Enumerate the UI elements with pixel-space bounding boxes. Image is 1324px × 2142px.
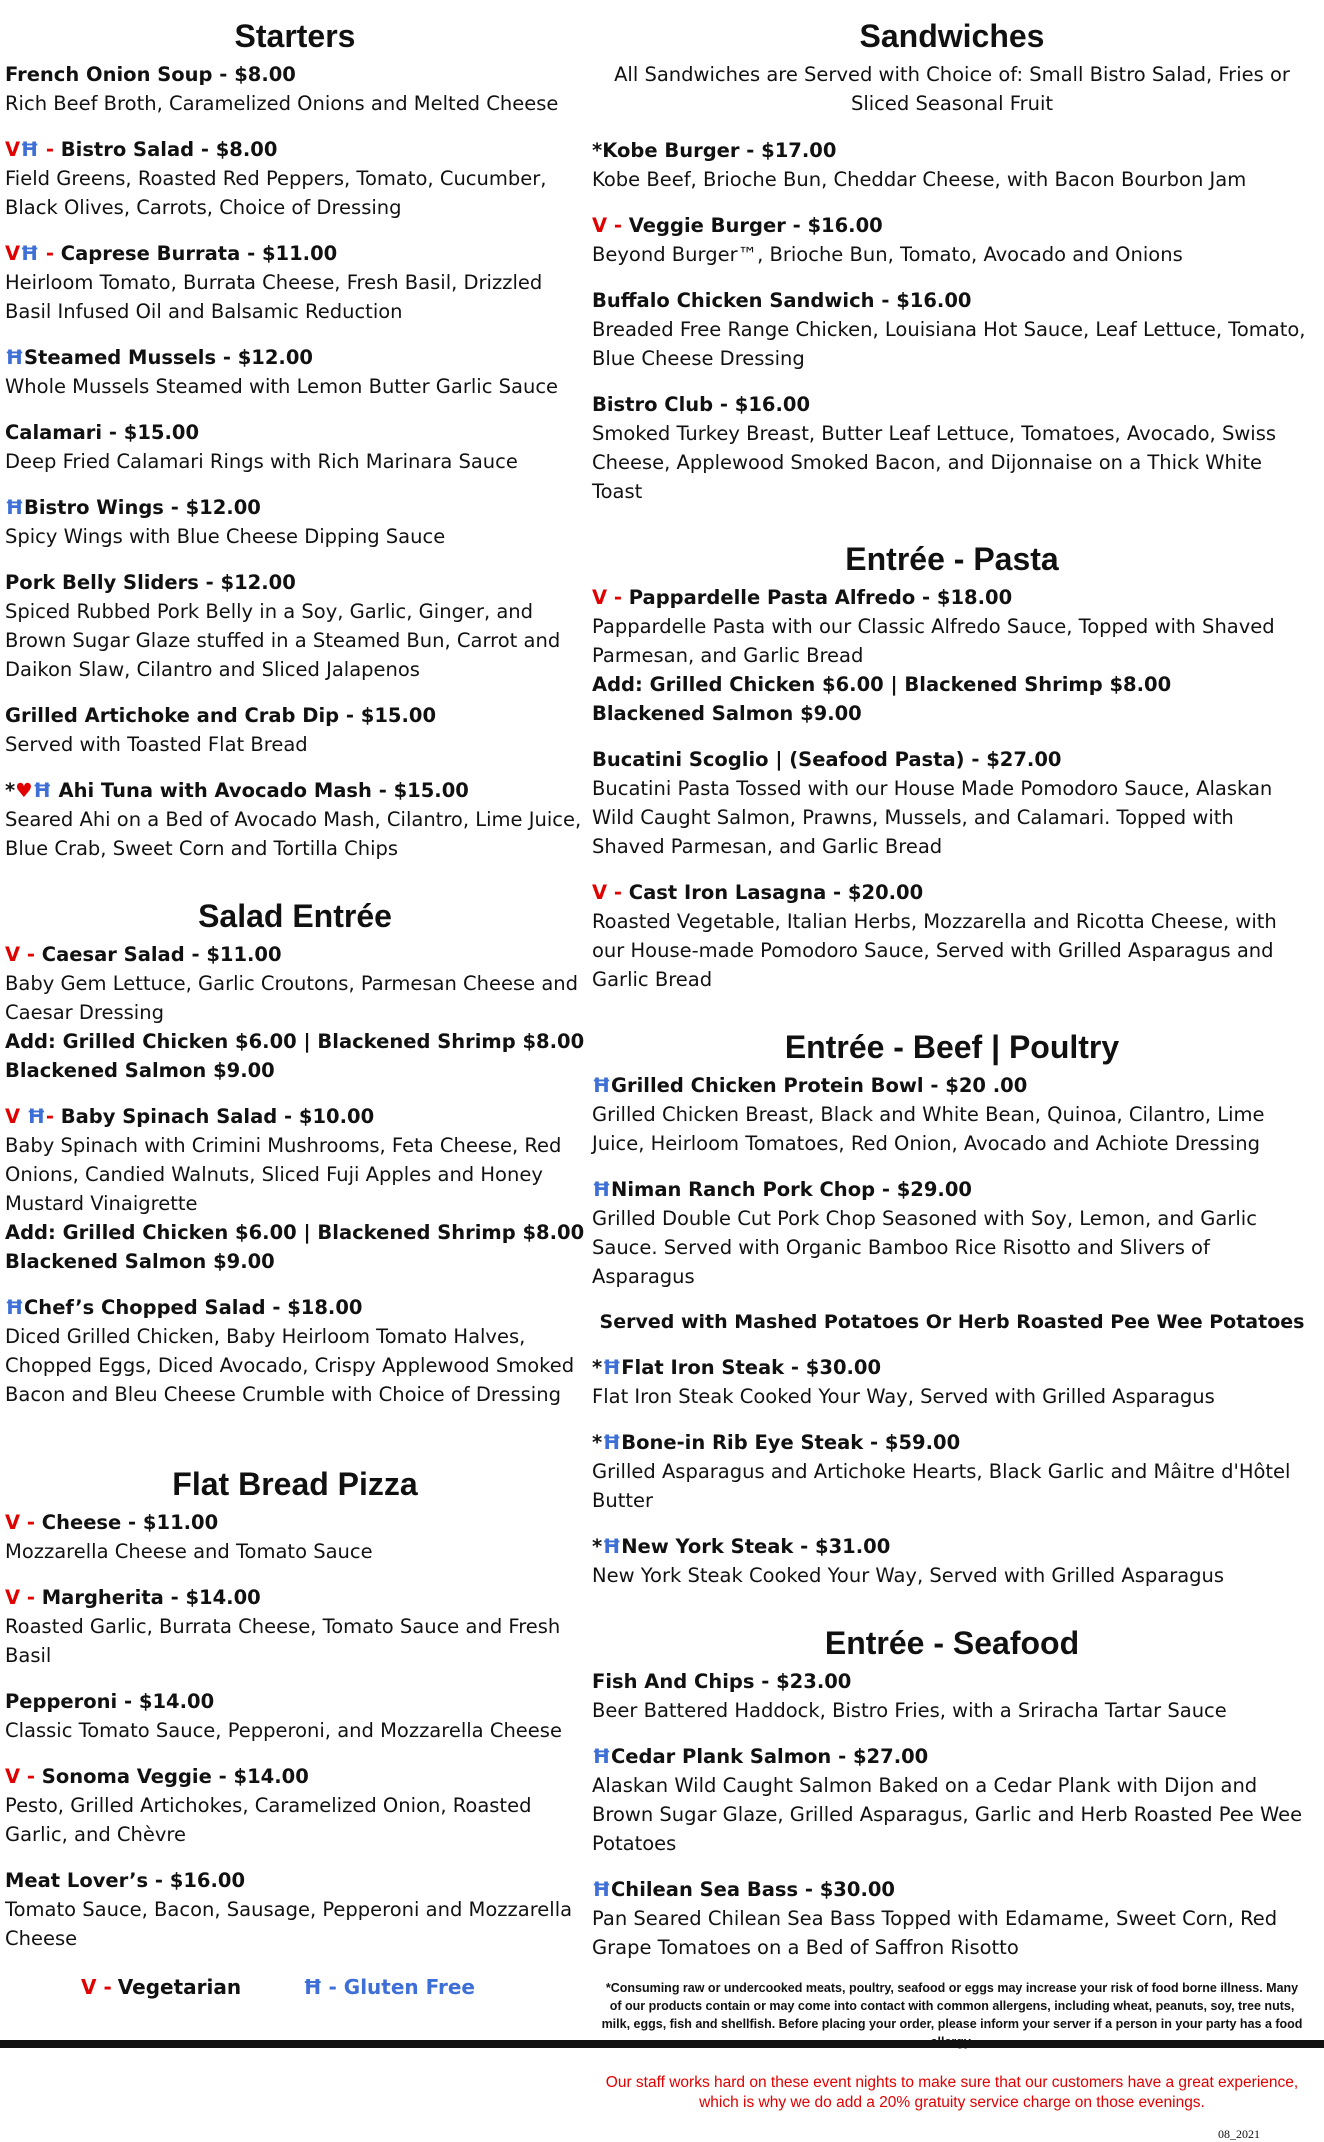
gluten-free-icon: Ħ <box>5 1296 24 1319</box>
menu-item-description: Pan Seared Chilean Sea Bass Topped with Edamame, Sweet Corn, Red Grape Tomatoes on a Bed of Saffron Risotto <box>592 1907 1278 1959</box>
gluten-free-icon: Ħ <box>32 779 52 802</box>
menu-item <box>592 1175 1312 1291</box>
menu-item-header <box>592 286 1312 315</box>
gluten-free-icon: Ħ <box>602 1535 622 1558</box>
menu-item-description: Deep Fried Calamari Rings with Rich Marinara Sauce <box>5 450 518 473</box>
menu-item-name-price: Pork Belly Sliders - $12.00 <box>5 571 296 594</box>
menu-item-name-price: Cedar Plank Salmon - $27.00 <box>611 1745 929 1768</box>
menu-item <box>592 583 1312 728</box>
menu-item-addon: Add: Grilled Chicken $6.00 | Blackened Shrimp $8.00 <box>5 1221 585 1244</box>
menu-item-name-price: Pepperoni - $14.00 <box>5 1690 215 1713</box>
menu-item-name-price: Bistro Salad - $8.00 <box>60 138 278 161</box>
menu-item-description: Spiced Rubbed Pork Belly in a Soy, Garlic, Ginger, and Brown Sugar Glaze stuffed in a Steamed Bun, Carrot and Daikon Slaw, Cilantro and Sliced Jalapenos <box>5 600 561 681</box>
menu-item <box>5 135 585 222</box>
menu-item <box>5 1293 585 1409</box>
menu-item-header <box>592 211 1312 240</box>
item-markers <box>5 779 58 802</box>
gluten-free-icon: Ħ <box>592 1074 611 1097</box>
marker-dash: - <box>45 138 54 161</box>
marker-dash: - <box>26 943 35 966</box>
right-column <box>592 0 1312 2142</box>
menu-item-header <box>5 1508 585 1537</box>
menu-item <box>5 701 585 759</box>
menu-item-description: Classic Tomato Sauce, Pepperoni, and Mozzarella Cheese <box>5 1719 562 1742</box>
menu-item-name-price: Pappardelle Pasta Alfredo - $18.00 <box>628 586 1013 609</box>
menu-item-name-price: Margherita - $14.00 <box>41 1586 261 1609</box>
menu-item <box>5 60 585 118</box>
menu-item-description: Whole Mussels Steamed with Lemon Butter Garlic Sauce <box>5 375 559 398</box>
menu-item <box>5 940 585 1085</box>
vegetarian-icon: V <box>592 881 608 904</box>
gluten-free-icon: Ħ <box>26 1105 46 1128</box>
menu-item-header <box>592 1175 1312 1204</box>
menu-item-description: Diced Grilled Chicken, Baby Heirloom Tomato Halves, Chopped Eggs, Diced Avocado, Crispy Applewood Smoked Bacon and Bleu Cheese Crumble with Choice of Dressing <box>5 1325 575 1406</box>
marker-char <box>622 586 629 609</box>
menu-item-name-price: Flat Iron Steak - $30.00 <box>621 1356 882 1379</box>
item-markers <box>5 943 42 966</box>
menu-item-name-price: Cast Iron Lasagna - $20.00 <box>628 881 924 904</box>
menu-item-header <box>592 1667 1312 1696</box>
menu-item-addon: Add: Grilled Chicken $6.00 | Blackened Shrimp $8.00 <box>592 673 1172 696</box>
menu-item-name-price: Calamari - $15.00 <box>5 421 200 444</box>
vegetarian-icon: V <box>5 138 21 161</box>
marker-char <box>20 1511 27 1534</box>
pizza-list <box>5 1508 585 1953</box>
marker-dash: - <box>613 586 622 609</box>
menu-item <box>5 1102 585 1276</box>
marker-char: * <box>592 1431 603 1454</box>
menu-item-header <box>5 568 585 597</box>
menu-item-description: Baby Gem Lettuce, Garlic Croutons, Parmesan Cheese and Caesar Dressing <box>5 972 579 1024</box>
menu-item-description: Served with Toasted Flat Bread <box>5 733 308 756</box>
marker-char <box>54 1105 61 1128</box>
menu-item-header <box>592 1071 1312 1100</box>
item-markers <box>592 1745 611 1768</box>
marker-char <box>54 242 61 265</box>
menu-item-description: Alaskan Wild Caught Salmon Baked on a Cedar Plank with Dijon and Brown Sugar Glaze, Grilled Asparagus, Garlic and Herb Roasted Pee Wee Potatoes <box>592 1774 1303 1855</box>
menu-item-description: Rich Beef Broth, Caramelized Onions and Melted Cheese <box>5 92 559 115</box>
menu-item-description: New York Steak Cooked Your Way, Served with Grilled Asparagus <box>592 1564 1225 1587</box>
menu-item <box>592 286 1312 373</box>
marker-char: * <box>592 1535 603 1558</box>
menu-item-header <box>592 1742 1312 1771</box>
menu-item-header <box>5 135 585 164</box>
menu-item <box>5 1866 585 1953</box>
item-markers <box>592 1178 611 1201</box>
vegetarian-icon: V <box>5 1511 21 1534</box>
menu-item-name-price: Meat Lover’s - $16.00 <box>5 1869 246 1892</box>
vegetarian-icon: V <box>5 1765 21 1788</box>
left-column <box>5 0 585 1999</box>
menu-item-name-price: Chilean Sea Bass - $30.00 <box>611 1878 895 1901</box>
beef-poultry-title: Entrée - Beef | Poultry <box>784 1029 1120 1065</box>
item-markers <box>592 586 629 609</box>
marker-char <box>54 138 61 161</box>
menu-item-header <box>5 1293 585 1322</box>
menu-item-description: Beer Battered Haddock, Bistro Fries, with a Sriracha Tartar Sauce <box>592 1699 1227 1722</box>
menu-item-description: Field Greens, Roasted Red Peppers, Tomato, Cucumber, Black Olives, Carrots, Choice of Dressing <box>5 167 547 219</box>
item-markers <box>592 1878 611 1901</box>
menu-item-name-price: Ahi Tuna with Avocado Mash - $15.00 <box>58 779 469 802</box>
item-markers <box>5 138 61 161</box>
menu-item <box>5 1762 585 1849</box>
menu-item-name-price: Bistro Club - $16.00 <box>592 393 811 416</box>
menu-item-name-price: Caprese Burrata - $11.00 <box>60 242 338 265</box>
vegetarian-icon: V <box>5 943 21 966</box>
menu-item-header <box>592 1875 1312 1904</box>
menu-item-name-price: New York Steak - $31.00 <box>621 1535 891 1558</box>
menu-item-name-price: Fish And Chips - $23.00 <box>592 1670 852 1693</box>
item-markers <box>5 1105 61 1128</box>
menu-item-addon: Blackened Salmon $9.00 <box>5 1250 275 1273</box>
gluten-free-icon: Ħ <box>20 242 40 265</box>
item-markers <box>592 1074 611 1097</box>
menu-item <box>5 568 585 684</box>
item-markers <box>592 1356 621 1379</box>
menu-item-addon: Blackened Salmon $9.00 <box>592 702 862 725</box>
sandwiches-list <box>592 136 1312 506</box>
menu-item-name-price: Caesar Salad - $11.00 <box>41 943 282 966</box>
beef-list <box>592 1071 1312 1291</box>
menu-item-name-price: Chef’s Chopped Salad - $18.00 <box>24 1296 363 1319</box>
menu-item-header <box>592 1532 1312 1561</box>
sandwiches-subtitle: All Sandwiches are Served with Choice of: Small Bistro Salad, Fries or Sliced Seasonal Fruit <box>614 63 1290 115</box>
gluten-free-icon: Ħ <box>592 1178 611 1201</box>
gluten-free-icon: Ħ <box>5 496 24 519</box>
seafood-title: Entrée - Seafood <box>824 1625 1080 1661</box>
item-markers <box>5 496 24 519</box>
menu-item <box>592 1353 1312 1411</box>
starters-list <box>5 60 585 863</box>
menu-item-name-price: Sonoma Veggie - $14.00 <box>41 1765 309 1788</box>
marker-dash: - <box>26 1511 35 1534</box>
menu-item-description: Roasted Vegetable, Italian Herbs, Mozzarella and Ricotta Cheese, with our House-made Pomodoro Sauce, Served with Grilled Asparagus and Garlic Bread <box>592 910 1277 991</box>
sandwiches-title: Sandwiches <box>859 18 1045 54</box>
item-markers <box>5 346 24 369</box>
menu-item-description: Tomato Sauce, Bacon, Sausage, Pepperoni and Mozzarella Cheese <box>5 1898 573 1950</box>
allergy-disclaimer: *Consuming raw or undercooked meats, poultry, seafood or eggs may increase your risk of food borne illness. Many of our products contain or may come into contact with common allergens, including wheat, peanuts, soy, tree nuts, milk, eggs, fish and shellfish. Before placing your order, please inform your server if a person in your party has a food <box>601 1981 1303 2031</box>
gluten-free-icon: Ħ <box>303 1975 323 1999</box>
menu-item <box>592 1532 1312 1590</box>
item-markers <box>592 881 629 904</box>
menu-item-description: Baby Spinach with Crimini Mushrooms, Feta Cheese, Red Onions, Candied Walnuts, Sliced Fuji Apples and Honey Mustard Vinaigrette <box>5 1134 562 1215</box>
menu-item <box>5 1583 585 1670</box>
menu-item-description: Grilled Double Cut Pork Chop Seasoned with Soy, Lemon, and Garlic Sauce. Served with Organic Bamboo Rice Risotto and Slivers of Asparagus <box>592 1207 1257 1288</box>
marker-char: * <box>592 1356 603 1379</box>
gluten-free-icon: Ħ <box>602 1356 622 1379</box>
menu-item-name-price: *Kobe Burger - $17.00 <box>592 139 837 162</box>
menu-item <box>592 1875 1312 1962</box>
menu-item-header <box>592 390 1312 419</box>
menu-item-header <box>5 493 585 522</box>
vegetarian-icon: V <box>5 1105 21 1128</box>
menu-item-header <box>592 878 1312 907</box>
menu-item-addon: Blackened Salmon $9.00 <box>5 1059 275 1082</box>
menu-item-name-price: Cheese - $11.00 <box>41 1511 219 1534</box>
menu-item-header <box>592 745 1312 774</box>
marker-char <box>35 1765 42 1788</box>
menu-item <box>5 418 585 476</box>
gluten-free-icon: Ħ <box>5 346 24 369</box>
menu-item <box>5 343 585 401</box>
menu-item-description: Kobe Beef, Brioche Bun, Cheddar Cheese, with Bacon Bourbon Jam <box>592 168 1247 191</box>
menu-item-description: Roasted Garlic, Burrata Cheese, Tomato Sauce and Fresh Basil <box>5 1615 561 1667</box>
menu-item-header <box>5 343 585 372</box>
item-markers <box>5 1586 42 1609</box>
menu-item <box>592 390 1312 506</box>
marker-char <box>607 881 614 904</box>
menu-item-description: Mozzarella Cheese and Tomato Sauce <box>5 1540 373 1563</box>
menu-item-name-price: Baby Spinach Salad - $10.00 <box>60 1105 375 1128</box>
menu-item-description: Breaded Free Range Chicken, Louisiana Hot Sauce, Leaf Lettuce, Tomato, Blue Cheese Dressing <box>592 318 1306 370</box>
starters-title: Starters <box>234 18 356 54</box>
item-markers <box>592 214 629 237</box>
menu-item-description: Spicy Wings with Blue Cheese Dipping Sauce <box>5 525 446 548</box>
marker-char <box>35 1511 42 1534</box>
item-markers <box>5 242 61 265</box>
menu-item-header <box>5 239 585 268</box>
marker-dash: - <box>613 881 622 904</box>
menu-item-header <box>5 1687 585 1716</box>
menu-item-header <box>5 418 585 447</box>
gluten-free-label: - Gluten Free <box>328 1975 475 1999</box>
marker-dash: - <box>26 1586 35 1609</box>
menu-item-header <box>5 1762 585 1791</box>
menu-item-description: Grilled Chicken Breast, Black and White Bean, Quinoa, Cilantro, Lime Juice, Heirloom Tomatoes, Red Onion, Avocado and Achiote Dressing <box>592 1103 1265 1155</box>
menu-item-name-price: Grilled Artichoke and Crab Dip - $15.00 <box>5 704 437 727</box>
menu-item-description: Bucatini Pasta Tossed with our House Made Pomodoro Sauce, Alaskan Wild Caught Salmon, Prawns, Mussels, and Calamari. Topped with Shaved Parmesan, and Garlic Bread <box>592 777 1273 858</box>
gluten-free-icon: Ħ <box>592 1745 611 1768</box>
menu-item <box>592 878 1312 994</box>
marker-char <box>622 214 629 237</box>
menu-item-header <box>5 1102 585 1131</box>
vegetarian-icon: V <box>592 586 608 609</box>
bottom-border <box>0 2040 1324 2048</box>
menu-item-description: Flat Iron Steak Cooked Your Way, Served with Grilled Asparagus <box>592 1385 1215 1408</box>
salad-list <box>5 940 585 1409</box>
menu-item <box>5 776 585 863</box>
menu-item-header <box>5 1583 585 1612</box>
menu-item-header <box>5 701 585 730</box>
menu-item-name-price: Niman Ranch Pork Chop - $29.00 <box>611 1178 972 1201</box>
menu-item-header <box>592 583 1312 612</box>
marker-char <box>622 881 629 904</box>
menu-item-addon: Add: Grilled Chicken $6.00 | Blackened Shrimp $8.00 <box>5 1030 585 1053</box>
marker-dash: - <box>45 1105 54 1128</box>
marker-char <box>35 1586 42 1609</box>
vegetarian-marker: V - <box>81 1975 112 1999</box>
seafood-list <box>592 1667 1312 1962</box>
menu-item <box>592 1742 1312 1858</box>
menu-item <box>5 239 585 326</box>
marker-char <box>39 138 46 161</box>
menu-item-description: Pappardelle Pasta with our Classic Alfredo Sauce, Topped with Shaved Parmesan, and Garlic Bread <box>592 615 1275 667</box>
menu-item <box>592 1071 1312 1158</box>
menu-item-name-price: Veggie Burger - $16.00 <box>628 214 883 237</box>
menu-item-name-price: Buffalo Chicken Sandwich - $16.00 <box>592 289 972 312</box>
menu-item-header <box>5 60 585 89</box>
menu-item-name-price: Steamed Mussels - $12.00 <box>24 346 313 369</box>
item-markers <box>5 1765 42 1788</box>
menu-item <box>5 1508 585 1566</box>
item-markers <box>5 1511 42 1534</box>
menu-item-description: Smoked Turkey Breast, Butter Leaf Lettuce, Tomatoes, Avocado, Swiss Cheese, Applewood Smoked Bacon, and Dijonnaise on a Thick White Toast <box>592 422 1277 503</box>
marker-dash: - <box>45 242 54 265</box>
menu-item-name-price: Bone-in Rib Eye Steak - $59.00 <box>621 1431 961 1454</box>
menu-item-name-price: Grilled Chicken Protein Bowl - $20 .00 <box>611 1074 1028 1097</box>
vegetarian-label: Vegetarian <box>117 1975 242 1999</box>
menu-item-name-price: Bistro Wings - $12.00 <box>24 496 261 519</box>
menu-item <box>592 211 1312 269</box>
menu-item <box>592 1428 1312 1515</box>
gluten-free-icon: Ħ <box>602 1431 622 1454</box>
marker-char <box>607 214 614 237</box>
sides-note: Served with Mashed Potatoes Or Herb Roasted Pee Wee Potatoes <box>599 1311 1305 1333</box>
vegetarian-icon: V <box>592 214 608 237</box>
pasta-list <box>592 583 1312 994</box>
gluten-free-icon: Ħ <box>20 138 40 161</box>
heart-icon: ♥ <box>15 779 33 802</box>
pasta-title: Entrée - Pasta <box>845 541 1059 577</box>
menu-item-description: Grilled Asparagus and Artichoke Hearts, Black Garlic and Mâitre d'Hôtel Butter <box>592 1460 1291 1512</box>
menu-item <box>592 136 1312 194</box>
marker-dash: - <box>26 1765 35 1788</box>
menu-item-description: Beyond Burger™, Brioche Bun, Tomato, Avocado and Onions <box>592 243 1183 266</box>
marker-char <box>35 943 42 966</box>
menu-item-description: Pesto, Grilled Artichokes, Caramelized Onion, Roasted Garlic, and Chèvre <box>5 1794 532 1846</box>
menu-item-description: Seared Ahi on a Bed of Avocado Mash, Cilantro, Lime Juice, Blue Crab, Sweet Corn and Tortilla Chips <box>5 808 582 860</box>
menu-item-header <box>592 1353 1312 1382</box>
item-markers <box>592 1535 621 1558</box>
vegetarian-icon: V <box>5 1586 21 1609</box>
menu-item-header <box>5 776 585 805</box>
menu-item-description: Heirloom Tomato, Burrata Cheese, Fresh Basil, Drizzled Basil Infused Oil and Balsamic Reduction <box>5 271 543 323</box>
menu-item <box>5 493 585 551</box>
vegetarian-icon: V <box>5 242 21 265</box>
marker-char <box>20 1586 27 1609</box>
steak-list <box>592 1353 1312 1590</box>
menu-version-code: 08_2021 <box>1218 2127 1260 2141</box>
marker-char <box>20 1765 27 1788</box>
legend <box>5 1975 585 1999</box>
menu-item-header <box>5 1866 585 1895</box>
menu-item <box>5 1687 585 1745</box>
menu-item-header <box>592 136 1312 165</box>
menu-item <box>592 745 1312 861</box>
menu-item-name-price: French Onion Soup - $8.00 <box>5 63 296 86</box>
salad-title: Salad Entrée <box>198 898 392 934</box>
item-markers <box>592 1431 621 1454</box>
menu-item-header <box>592 1428 1312 1457</box>
marker-char: * <box>5 779 16 802</box>
item-markers <box>5 1296 24 1319</box>
gluten-free-icon: Ħ <box>592 1878 611 1901</box>
marker-char <box>20 943 27 966</box>
pizza-title: Flat Bread Pizza <box>172 1466 418 1502</box>
marker-char <box>20 1105 27 1128</box>
marker-dash: - <box>613 214 622 237</box>
marker-char <box>39 242 46 265</box>
marker-char <box>607 586 614 609</box>
menu-item <box>592 1667 1312 1725</box>
menu-item-header <box>5 940 585 969</box>
menu-item-name-price: Bucatini Scoglio | (Seafood Pasta) - $27.00 <box>592 748 1062 771</box>
gratuity-note: Our staff works hard on these event nights to make sure that our customers have a great experience, which is why we do add a 20% gratuity service charge on those evenings. <box>605 2074 1299 2111</box>
